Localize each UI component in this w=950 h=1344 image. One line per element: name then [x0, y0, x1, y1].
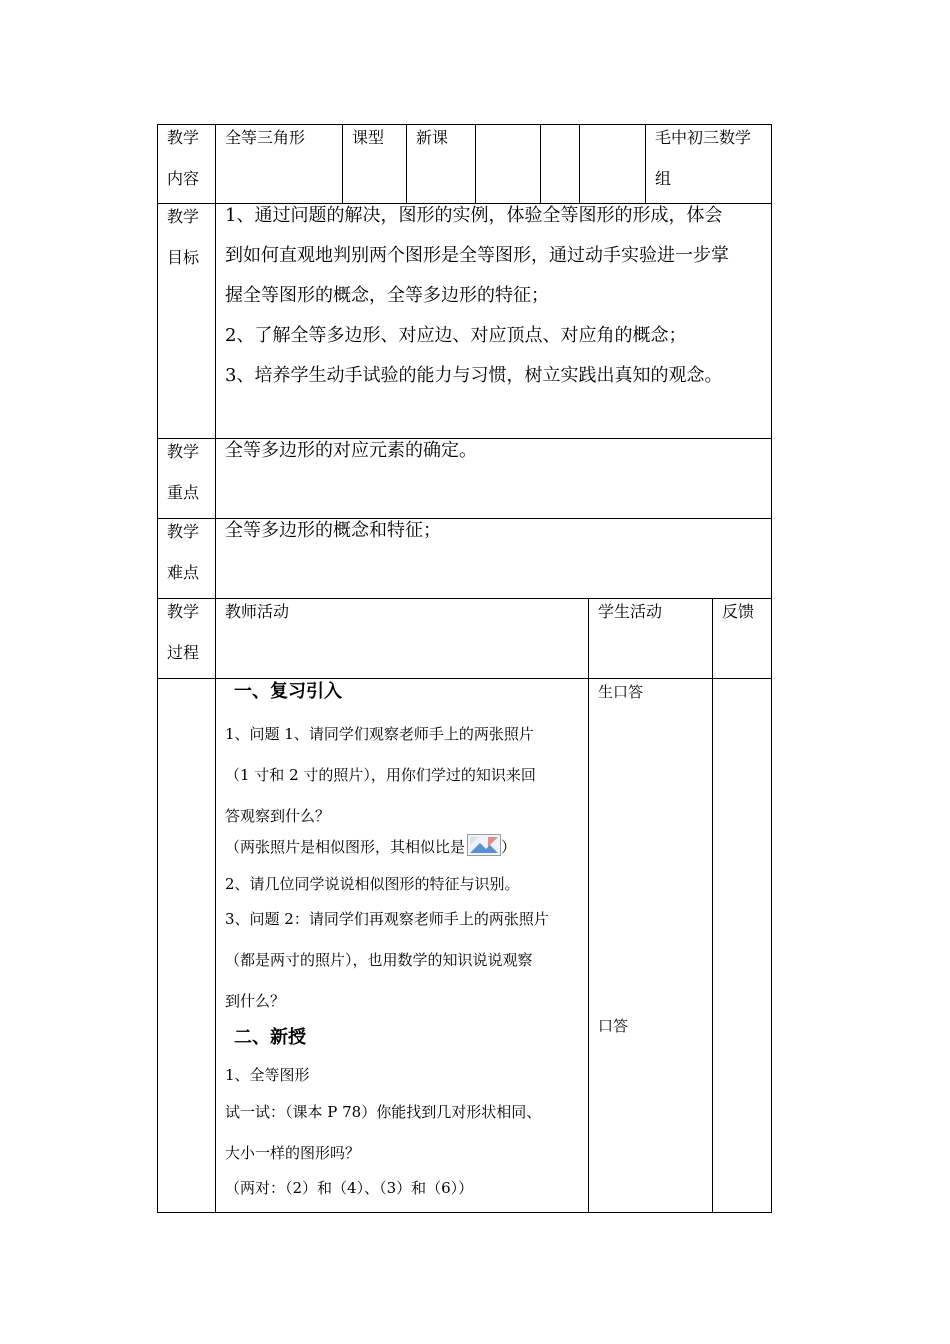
student-activity-header: 学生活动 — [598, 602, 663, 621]
col-divider — [712, 598, 713, 1213]
topic-text: 全等三角形 — [225, 128, 306, 147]
table-bottom-border — [157, 1212, 772, 1213]
col-divider — [540, 124, 541, 204]
key-point-text: 全等多边形的对应元素的确定。 — [225, 440, 477, 461]
process-label: 教学 过程 — [167, 602, 200, 662]
label-column-divider — [215, 124, 216, 1213]
teacher-activity-header: 教师活动 — [225, 602, 290, 621]
col-divider — [645, 124, 646, 204]
col-divider — [475, 124, 476, 204]
col-divider — [579, 124, 580, 204]
question3: 3、问题 2：请同学们再观察老师手上的两张照片 （都是两寸的照片），也用数学的知识说说观察 到什么？ — [225, 910, 549, 1010]
table-left-border — [157, 124, 158, 1213]
student-answer-2: 口答 — [598, 1017, 629, 1035]
content-label: 教学 内容 — [167, 128, 200, 188]
section1-title: 一、复习引入 — [234, 681, 342, 702]
goals-text — [225, 196, 729, 396]
col-divider — [588, 598, 589, 1213]
ratio-line: （两张照片是相似图形，其相似比是 ） — [225, 834, 516, 859]
row-divider — [157, 678, 772, 679]
goal-line: 2、了解全等多边形、对应边、对应顶点、对应角的概念； — [225, 325, 687, 346]
image-placeholder-icon — [467, 834, 501, 856]
section2-title: 二、新授 — [234, 1027, 306, 1048]
try-it: 试一试：（课本 P 78）你能找到几对形状相同、 大小一样的图形吗？ — [225, 1103, 542, 1162]
goals-label: 教学 目标 — [167, 207, 200, 267]
difficulty-text: 全等多边形的概念和特征； — [225, 520, 441, 541]
answer-text: （两对：（2）和（4）、（3）和（6）） — [225, 1179, 474, 1197]
group-text: 毛中初三数学 组 — [655, 128, 752, 188]
lesson-type-label: 课型 — [352, 128, 385, 147]
col-divider — [406, 124, 407, 204]
question1: 1、问题 1、请同学们观察老师手上的两张照片 （1 寸和 2 寸的照片），用你们学过的知识来回 答观察到什么？ — [225, 725, 536, 825]
goal-line: 3、培养学生动手试验的能力与习惯，树立实践出真知的观念。 — [225, 365, 723, 386]
question2: 2、请几位同学说说相似图形的特征与识别。 — [225, 875, 520, 893]
col-divider — [342, 124, 343, 204]
student-answer-1: 生口答 — [598, 683, 644, 701]
key-point-label: 教学 重点 — [167, 442, 200, 502]
goal-line: 握全等图形的概念，全等多边形的特征； — [225, 285, 549, 306]
goal-line: 到如何直观地判别两个图形是全等图形，通过动手实验进一步掌 — [225, 245, 729, 266]
difficulty-label: 教学 难点 — [167, 522, 200, 582]
feedback-header: 反馈 — [722, 602, 755, 621]
item1-title: 1、全等图形 — [225, 1066, 310, 1084]
goal-line: 1、通过问题的解决，图形的实例，体验全等图形的形成，体会 — [225, 205, 723, 226]
table-right-border — [771, 124, 772, 1213]
lesson-type-value: 新课 — [416, 128, 449, 147]
